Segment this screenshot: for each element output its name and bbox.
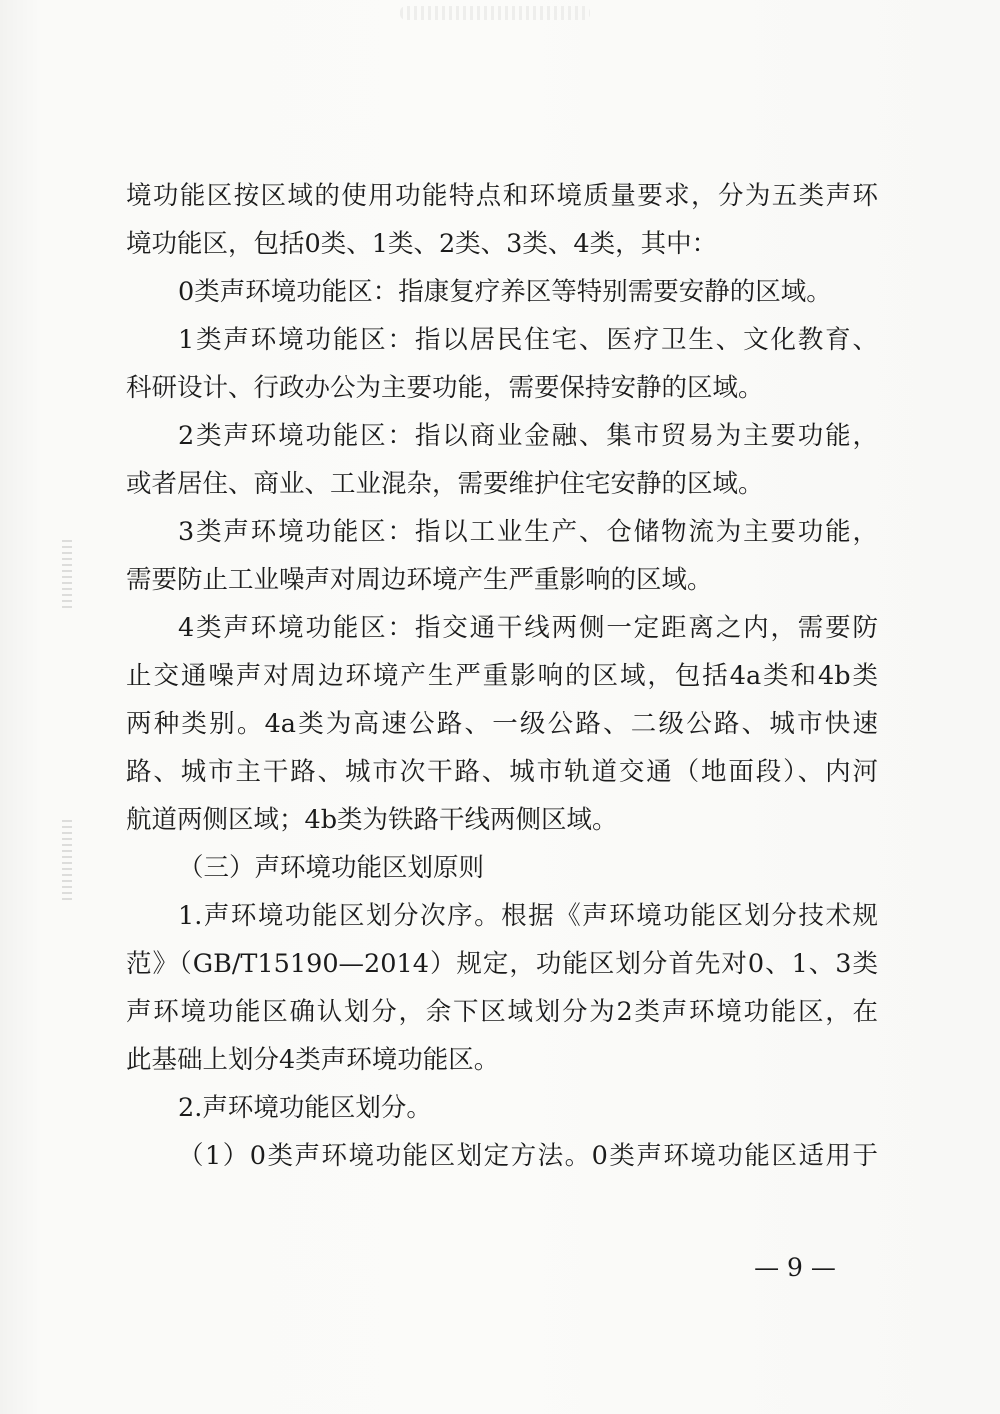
- text-line: 2类声环境功能区：指以商业金融、集市贸易为主要功能，: [178, 421, 878, 451]
- text-line: 科研设计、行政办公为主要功能，需要保持安静的区域。: [126, 373, 764, 403]
- text-line: 止交通噪声对周边环境产生严重影响的区域，包括4a类和4b类: [126, 661, 878, 691]
- text-line: 两种类别。4a类为高速公路、一级公路、二级公路、城市快速: [126, 709, 878, 739]
- text-line: 路、城市主干路、城市次干路、城市轨道交通（地面段）、内河: [126, 757, 878, 787]
- text-line: 4类声环境功能区：指交通干线两侧一定距离之内，需要防: [178, 613, 878, 643]
- text-line: 范》（GB/T15190—2014）规定，功能区划分首先对0、1、3类: [126, 949, 878, 979]
- binding-mark: [62, 540, 72, 610]
- text-line: 或者居住、商业、工业混杂，需要维护住宅安静的区域。: [126, 469, 764, 499]
- section-heading: （三）声环境功能区划原则: [178, 853, 485, 883]
- text-line: 2.声环境功能区划分。: [178, 1093, 432, 1123]
- binding-mark: [62, 820, 72, 900]
- text-line: 声环境功能区确认划分，余下区域划分为2类声环境功能区，在: [126, 997, 878, 1027]
- text-line: 航道两侧区域；4b类为铁路干线两侧区域。: [126, 805, 618, 835]
- body-text: [126, 172, 878, 1180]
- text-line: 需要防止工业噪声对周边环境产生严重影响的区域。: [126, 565, 713, 595]
- text-line: 此基础上划分4类声环境功能区。: [126, 1045, 500, 1075]
- text-line: 境功能区，包括0类、1类、2类、3类、4类，其中：: [126, 229, 718, 259]
- page-number: — 9 —: [754, 1253, 836, 1282]
- text-line: 1.声环境功能区划分次序。根据《声环境功能区划分技术规: [178, 901, 878, 931]
- text-line: 境功能区按区域的使用功能特点和环境质量要求，分为五类声环: [126, 181, 878, 211]
- scan-smudge: [400, 6, 590, 20]
- text-line: 0类声环境功能区：指康复疗养区等特别需要安静的区域。: [178, 277, 832, 307]
- text-line: （1）0类声环境功能区划定方法。0类声环境功能区适用于: [178, 1141, 878, 1171]
- text-line: 1类声环境功能区：指以居民住宅、医疗卫生、文化教育、: [178, 325, 878, 355]
- text-line: 3类声环境功能区：指以工业生产、仓储物流为主要功能，: [178, 517, 878, 547]
